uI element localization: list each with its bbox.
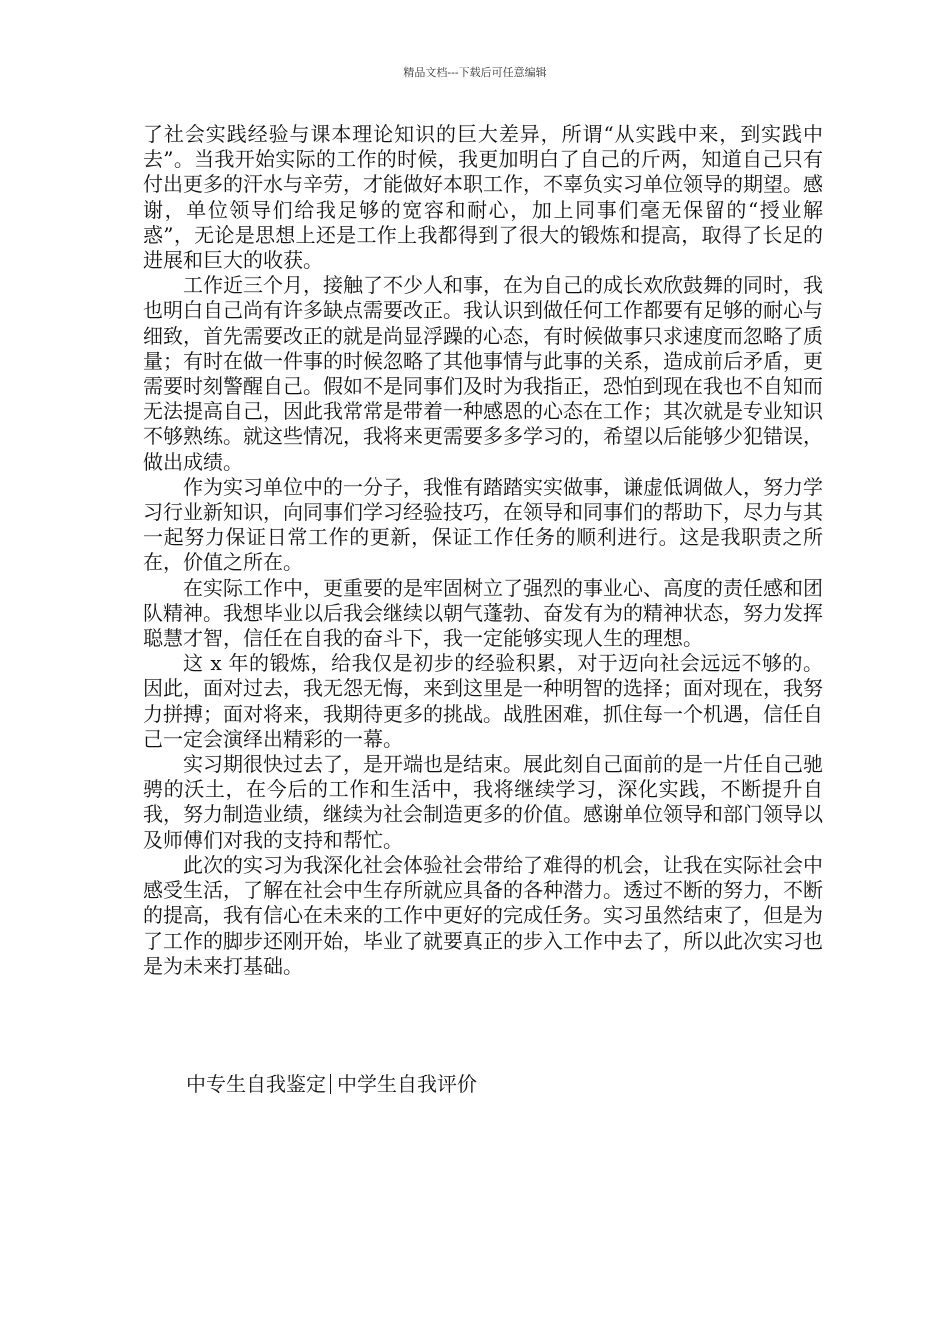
related-link-self-evaluation[interactable]: 中学生自我评价: [337, 1072, 477, 1096]
paragraph: 此次的实习为我深化社会体验社会带给了难得的机会，让我在实际社会中感受生活，了解在社会中生存所就应具备的各种潜力。透过不断的努力，不断的提高，我有信心在未来的工作中更好的完成任务。实习虽然结束了，但是为了工作的脚步还刚开始，毕业了就要真正的步入工作中去了，所以此次实习也是为未来打基础。: [143, 852, 823, 978]
document-body: [143, 122, 823, 979]
paragraph: 工作近三个月，接触了不少人和事，在为自己的成长欢欣鼓舞的同时，我也明白自己尚有许多缺点需要改正。我认识到做任何工作都要有足够的耐心与细致，首先需要改正的就是尚显浮躁的心态，有时候做事只求速度而忽略了质量；有时在做一件事的时候忽略了其他事情与此事的关系，造成前后矛盾，更需要时刻警醒自己。假如不是同事们及时为我指正，恐怕到现在我也不自知而无法提高自己，因此我常常是带着一种感恩的心态在工作；其次就是专业知识不够熟练。就这些情况，我将来更需要多多学习的，希望以后能够少犯错误，做出成绩。: [143, 273, 823, 474]
related-link-self-appraisal[interactable]: 中专生自我鉴定: [186, 1072, 326, 1096]
paragraph: 作为实习单位中的一分子，我惟有踏踏实实做事，谦虚低调做人，努力学习行业新知识，向同事们学习经验技巧，在领导和同事们的帮助下，尽力与其一起努力保证日常工作的更新，保证工作任务的顺利进行。这是我职责之所在，价值之所在。: [143, 474, 823, 575]
paragraph: 实习期很快过去了，是开端也是结束。展此刻自己面前的是一片任自己驰骋的沃土，在今后的工作和生活中，我将继续学习，深化实践，不断提升自我，努力制造业绩，继续为社会制造更多的价值。感谢单位领导和部门领导以及师傅们对我的支持和帮忙。: [143, 752, 823, 852]
link-separator: [330, 1074, 331, 1094]
page-header: 精品文档---下载后可任意编辑: [403, 66, 547, 79]
paragraph: 这 x 年的锻炼，给我仅是初步的经验积累，对于迈向社会远远不够的。因此，面对过去，我无怨无悔，来到这里是一种明智的选择；面对现在，我努力拼搏；面对将来，我期待更多的挑战。战胜困难，抓住每一个机遇，信任自己一定会演绎出精彩的一幕。: [143, 651, 823, 751]
related-links: [186, 1071, 477, 1097]
paragraph: 在实际工作中，更重要的是牢固树立了强烈的事业心、高度的责任感和团队精神。我想毕业以后我会继续以朝气蓬勃、奋发有为的精神状态，努力发挥聪慧才智，信任在自我的奋斗下，我一定能够实现人生的理想。: [143, 575, 823, 651]
paragraph: 了社会实践经验与课本理论知识的巨大差异，所谓“从实践中来，到实践中去”。当我开始实际的工作的时候，我更加明白了自己的斤两，知道自己只有付出更多的汗水与辛劳，才能做好本职工作，不辜负实习单位领导的期望。感谢，单位领导们给我足够的宽容和耐心，加上同事们毫无保留的“授业解惑”，无论是思想上还是工作上我都得到了很大的锻炼和提高，取得了长足的进展和巨大的收获。: [143, 122, 823, 273]
